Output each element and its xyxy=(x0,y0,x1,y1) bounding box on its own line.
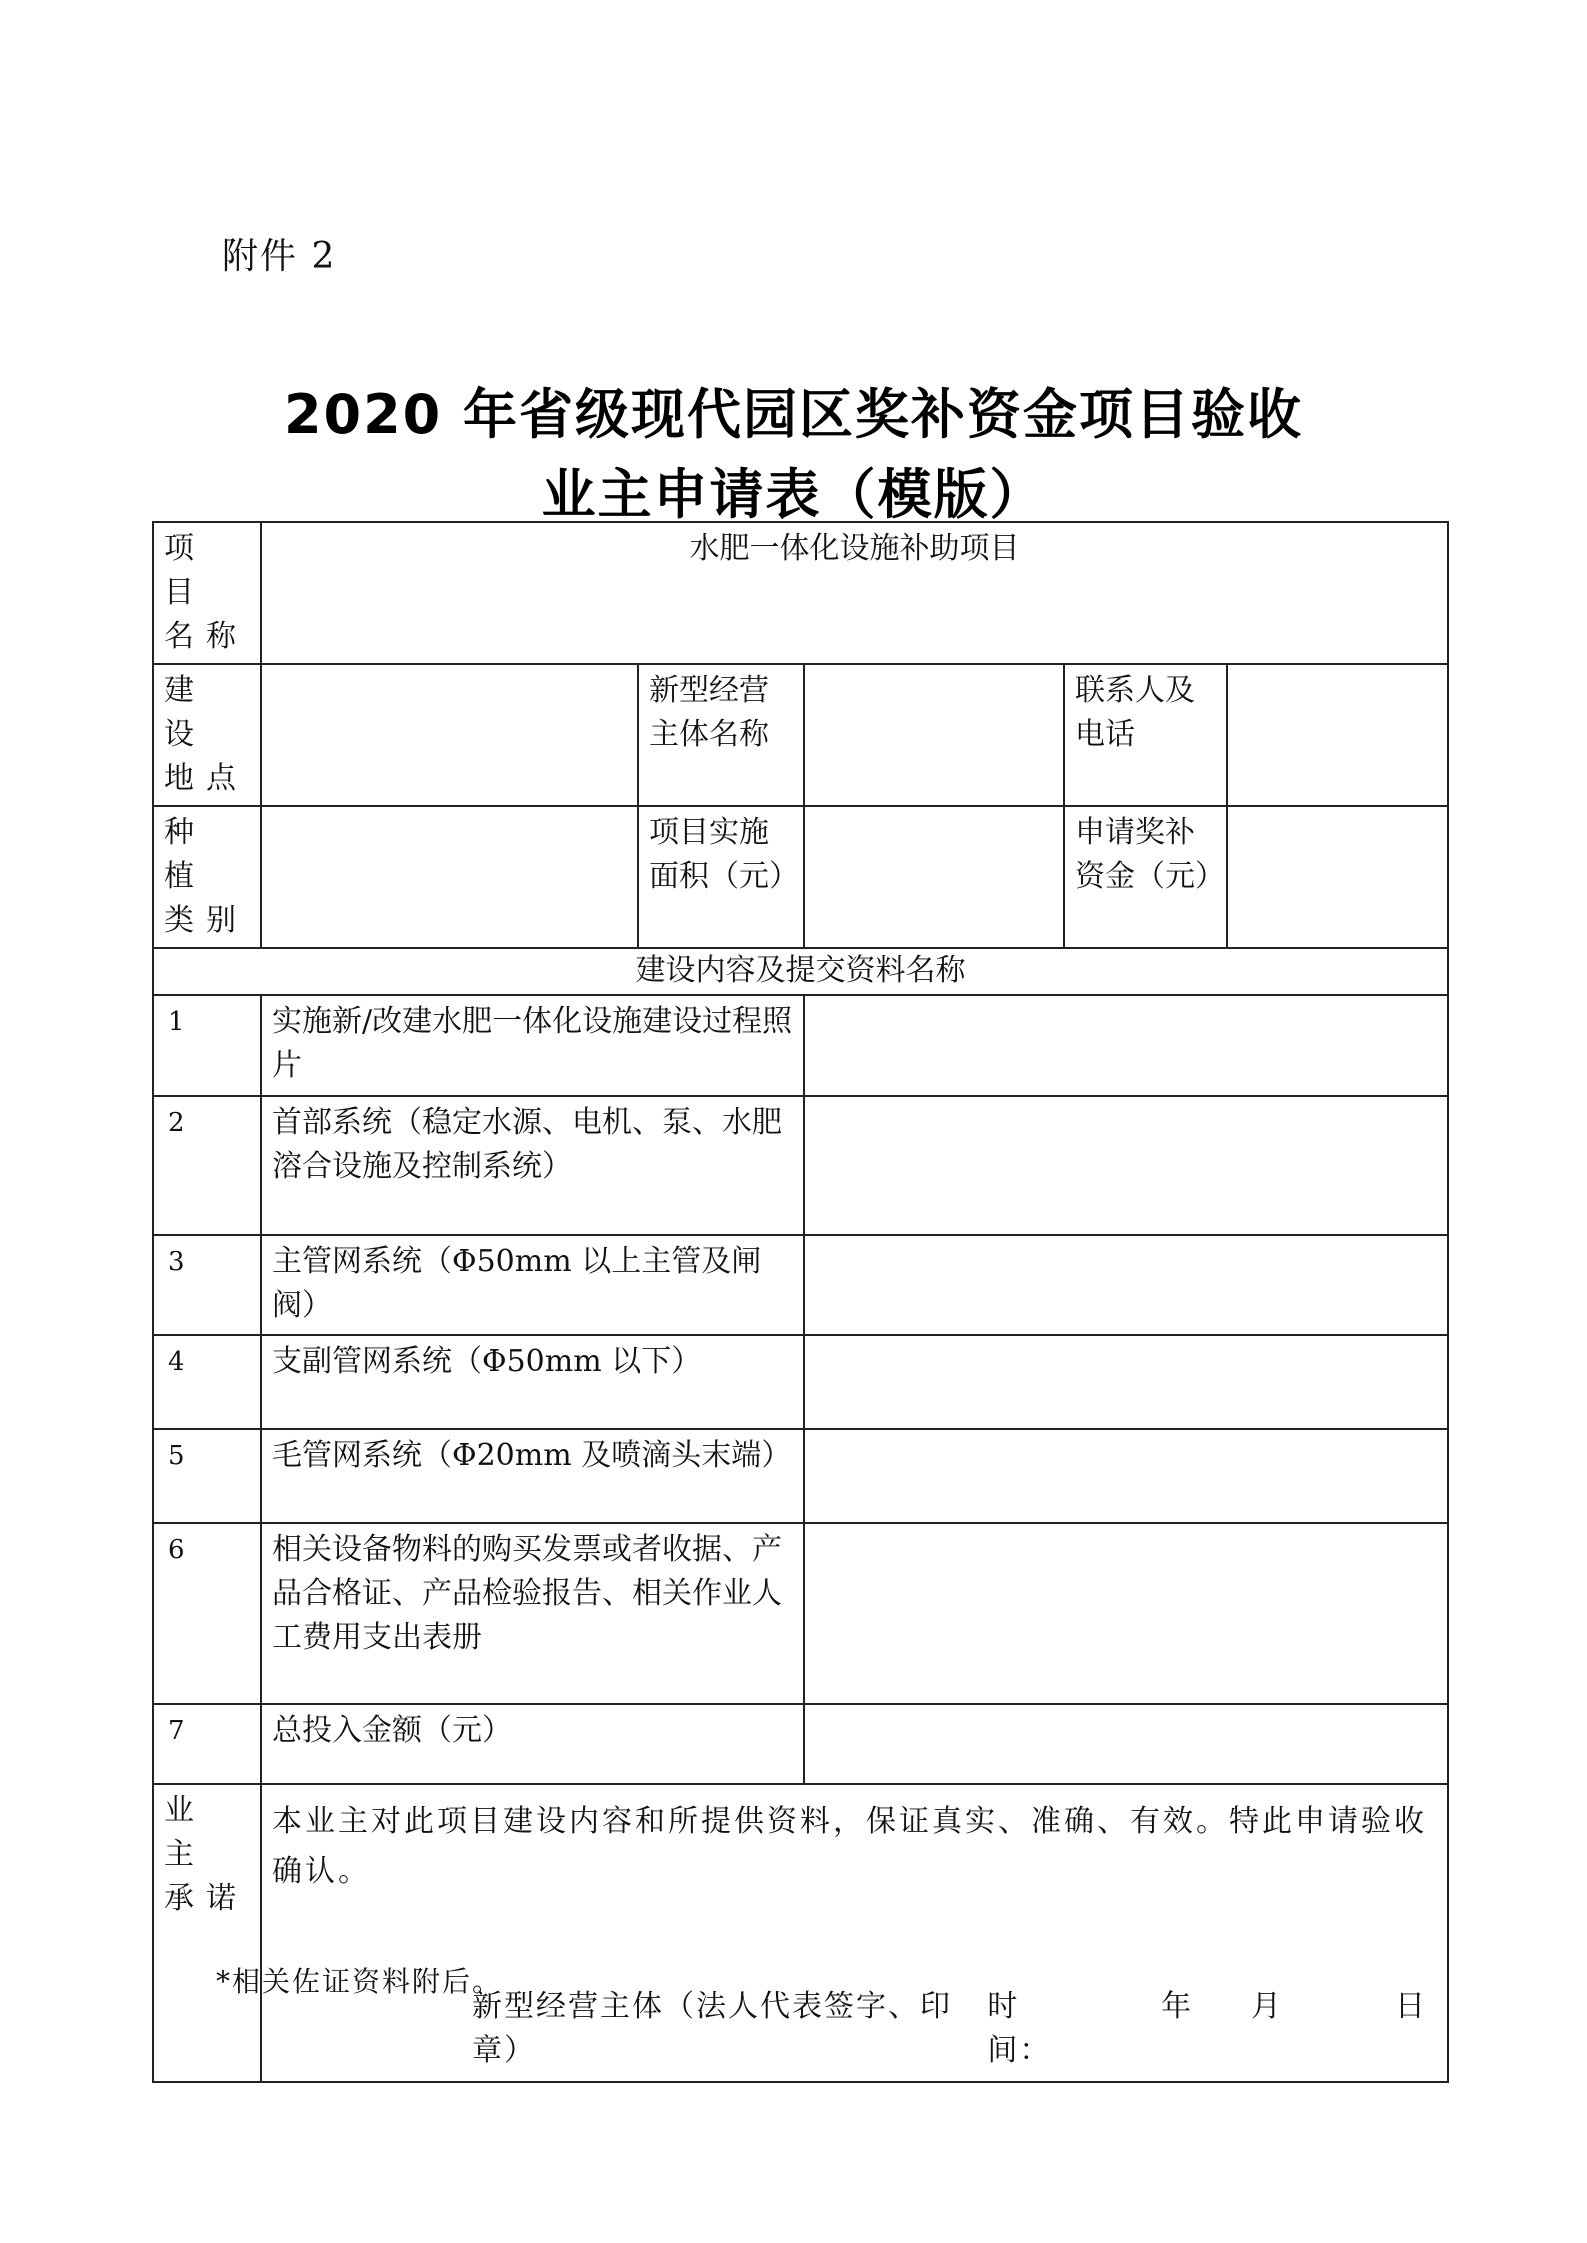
crop-value[interactable] xyxy=(261,806,638,948)
total-investment-value[interactable] xyxy=(804,1704,1448,1784)
item-number: 6 xyxy=(153,1523,261,1704)
subsidy-value[interactable] xyxy=(1227,806,1448,948)
item-number: 5 xyxy=(153,1429,261,1523)
application-form-table xyxy=(152,521,1449,2083)
item-material[interactable] xyxy=(804,1335,1448,1429)
item-number: 1 xyxy=(153,995,261,1096)
table-row xyxy=(153,1429,1448,1523)
footnote: *相关佐证资料附后。 xyxy=(216,1965,503,1998)
location-label: 建 设 地点 xyxy=(153,664,261,806)
day-blank[interactable] xyxy=(1283,1985,1395,2073)
item-content: 毛管网系统（Φ20mm 及喷滴头末端） xyxy=(261,1429,804,1523)
contact-label: 联系人及 电话 xyxy=(1064,664,1227,806)
row-pledge xyxy=(153,1784,1448,2082)
item-content: 首部系统（稳定水源、电机、泵、水肥溶合设施及控制系统） xyxy=(261,1096,804,1235)
item-number: 7 xyxy=(153,1704,261,1784)
signature-label: 新型经营主体（法人代表签字、印章） xyxy=(472,1989,952,2068)
year-label: 年 xyxy=(1161,1989,1194,2024)
document-title-line1: 2020 年省级现代园区奖补资金项目验收 xyxy=(283,383,1304,446)
table-row xyxy=(153,995,1448,1096)
table-row xyxy=(153,1335,1448,1429)
attachment-label: 附件 2 xyxy=(222,236,337,277)
item-content: 支副管网系统（Φ50mm 以下） xyxy=(261,1335,804,1429)
row-location xyxy=(153,664,1448,806)
item-material[interactable] xyxy=(804,1429,1448,1523)
month-label: 月 xyxy=(1250,1989,1283,2024)
area-value[interactable] xyxy=(804,806,1064,948)
location-value[interactable] xyxy=(261,664,638,806)
item-content: 实施新/改建水肥一体化设施建设过程照片 xyxy=(261,995,804,1096)
item-material[interactable] xyxy=(804,1523,1448,1704)
document-title-line2: 业主申请表（模版） xyxy=(541,463,1046,526)
time-label: 时间： xyxy=(987,1989,1052,2068)
item-material[interactable] xyxy=(804,995,1448,1096)
sign-date xyxy=(987,1985,1427,2073)
day-label: 日 xyxy=(1395,1989,1428,2024)
contact-value[interactable] xyxy=(1227,664,1448,806)
item-content: 相关设备物料的购买发票或者收据、产品合格证、产品检验报告、相关作业人工费用支出表册 xyxy=(261,1523,804,1704)
signature-line xyxy=(472,1985,1427,2073)
item-number: 4 xyxy=(153,1335,261,1429)
area-label: 项目实施 面积（元） xyxy=(638,806,804,948)
item-content: 主管网系统（Φ50mm 以上主管及闸阀） xyxy=(261,1235,804,1335)
item-material[interactable] xyxy=(804,1096,1448,1235)
pledge-label: 业 主 承诺 xyxy=(153,1784,261,2082)
item-number: 3 xyxy=(153,1235,261,1335)
row-section-heading xyxy=(153,948,1448,995)
entity-name-label: 新型经营 主体名称 xyxy=(638,664,804,806)
row-crop xyxy=(153,806,1448,948)
item-content: 总投入金额（元） xyxy=(261,1704,804,1784)
table-row xyxy=(153,1704,1448,1784)
table-row xyxy=(153,1096,1448,1235)
crop-label: 种 植 类别 xyxy=(153,806,261,948)
subsidy-label: 申请奖补 资金（元） xyxy=(1064,806,1227,948)
row-project-name xyxy=(153,522,1448,664)
item-material[interactable] xyxy=(804,1235,1448,1335)
table-row xyxy=(153,1523,1448,1704)
item-number: 2 xyxy=(153,1096,261,1235)
year-blank[interactable] xyxy=(1077,1985,1161,2073)
entity-name-value[interactable] xyxy=(804,664,1064,806)
pledge-cell xyxy=(261,1784,1448,2082)
project-name-value[interactable]: 水肥一体化设施补助项目 xyxy=(261,522,1448,664)
project-name-label: 项 目 名称 xyxy=(153,522,261,664)
table-row xyxy=(153,1235,1448,1335)
section-heading: 建设内容及提交资料名称 xyxy=(153,948,1448,995)
pledge-text: 本业主对此项目建设内容和所提供资料，保证真实、准确、有效。特此申请验收确认。 xyxy=(272,1804,1427,1889)
month-blank[interactable] xyxy=(1193,1985,1251,2073)
